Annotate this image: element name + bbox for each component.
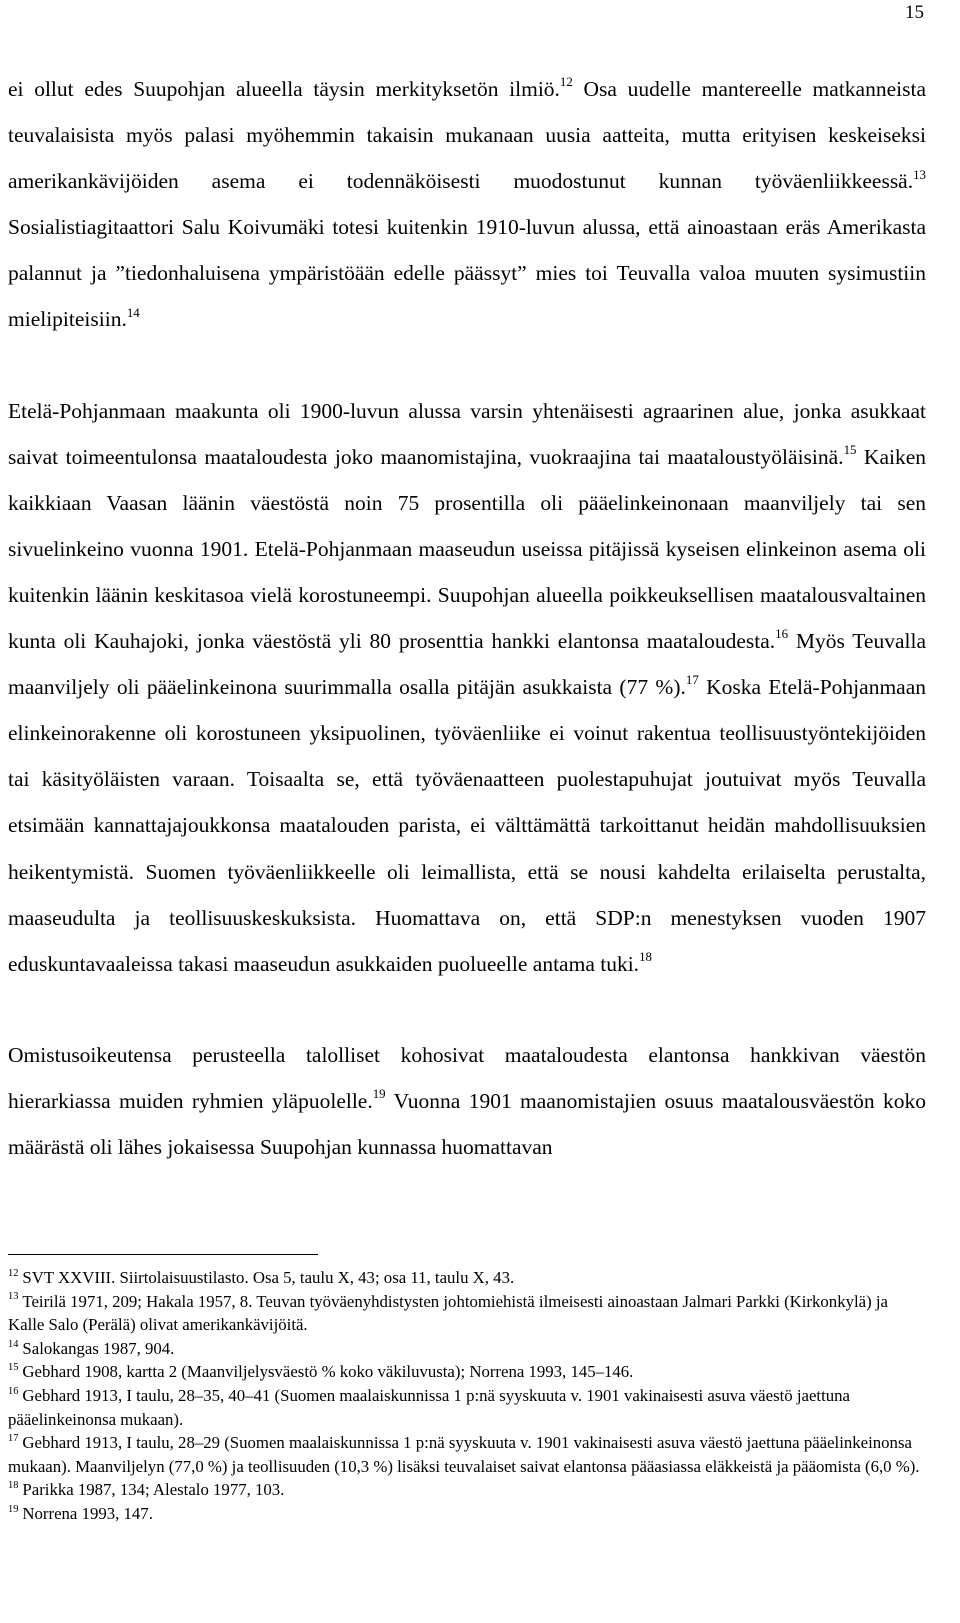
footnote-ref: 17 bbox=[685, 673, 699, 688]
footnote-text: Norrena 1993, 147. bbox=[22, 1503, 153, 1523]
footnote-text: Salokangas 1987, 904. bbox=[22, 1338, 175, 1358]
footnote-separator bbox=[8, 1254, 318, 1255]
footnote bbox=[8, 1290, 926, 1337]
footnote-number: 13 bbox=[8, 1291, 19, 1303]
footnote bbox=[8, 1431, 926, 1478]
paragraph-text: ei ollut edes Suupohjan alueella täysin merkityksetön ilmiö. bbox=[8, 77, 560, 101]
paragraph-text: Etelä-Pohjanmaan maakunta oli 1900-luvun alussa varsin yhtenäisesti agraarinen alue, jonka asukkaat saivat toimeentulonsa maataloudesta joko maanomistajina, vuokraajina tai maataloustyöläisinä. bbox=[8, 398, 926, 469]
footnote-number: 18 bbox=[8, 1480, 19, 1492]
paragraph-text: Omistusoikeutensa perusteella talolliset kohosivat maataloudesta elantonsa hankkivan väestön hierarkiassa muiden ryhmien yläpuolelle. bbox=[8, 1042, 926, 1113]
footnote-ref: 15 bbox=[843, 442, 857, 457]
footnote-ref: 18 bbox=[639, 950, 652, 965]
footnote bbox=[8, 1360, 926, 1384]
footnote bbox=[8, 1266, 926, 1290]
footnote bbox=[8, 1502, 926, 1526]
paragraph-text: Sosialistiagitaattori Salu Koivumäki totesi kuitenkin 1910-luvun alussa, että ainoastaan eräs Amerikasta palannut ja ”tiedonhaluisena ympäristöään edelle päässyt” mies toi Teuvalla valoa muuten sysimustiin mielipiteisiin. bbox=[8, 215, 926, 332]
paragraph-text: Myös Teuvalla maanviljely oli pääelinkeinona suurimmalla osalla pitäjän asukkaista (77 %). bbox=[8, 629, 926, 700]
footnote-text: Gebhard 1908, kartta 2 (Maanviljelysväestö % koko väkiluvusta); Norrena 1993, 145–146. bbox=[22, 1362, 634, 1382]
footnote bbox=[8, 1384, 926, 1431]
footnote-text: SVT XXVIII. Siirtolaisuustilasto. Osa 5, taulu X, 43; osa 11, taulu X, 43. bbox=[22, 1268, 515, 1287]
footnote-ref: 16 bbox=[775, 627, 789, 642]
paragraph-text: Kaiken kaikkiaan Vaasan läänin väestöstä noin 75 prosentilla oli pääelinkeinonaan maanviljely tai sen sivuelinkeino vuonna 1901. Etelä-Pohjanmaan maaseudun useissa pitäjissä kyseisen elinkeinon asema oli kuitenkin läänin keskitasoa vielä korostuneempi. Suupohjan alueella poikkeuksellisen maatalousvaltainen kunta oli Kauhajoki, jonka väestöstä yli 80 prosenttia hankki elantonsa maataloudesta. bbox=[8, 444, 926, 654]
paragraph-text: Osa uudelle mantereelle matkanneista teuvalaisista myös palasi myöhemmin takaisin mukanaan uusia aatteita, mutta erityisen keskeiseksi amerikankävijöiden asema ei todennäköisesti muodostunut kunnan työväenliikkeessä. bbox=[8, 77, 926, 194]
footnote bbox=[8, 1478, 926, 1502]
paragraph-text: Koska Etelä-Pohjanmaan elinkeinorakenne oli korostuneen yksipuolinen, työväenliike ei voinut rakentua teollisuustyöntekijöiden tai käsityöläisten varaan. Toisaalta se, että työväenaatteen puolestapuhujat joutuivat myös Teuvalla etsimään kannattajajoukkonsa maatalouden parista, ei välttämättä tarkoittanut heidän mahdollisuuksien heikentymistä. Suomen työväenliikkeelle oli leimallista, että se nousi kahdelta erilaiselta perustalta, maaseudulta ja teollisuuskeskuksista. Huomattava on, että SDP:n menestyksen vuoden 1907 eduskuntavaaleissa takasi maaseudun asukkaiden puolueelle antama tuki. bbox=[8, 675, 926, 976]
footnote-number: 12 bbox=[8, 1267, 19, 1279]
paragraph bbox=[8, 66, 926, 343]
paragraph-text: Vuonna 1901 maanomistajien osuus maatalousväestön koko määrästä oli lähes jokaisessa Suupohjan kunnassa huomattavan bbox=[8, 1088, 926, 1159]
footnote-text: Gebhard 1913, I taulu, 28–35, 40–41 (Suomen maalaiskunnissa 1 p:nä syyskuuta v. 1901 vakinaisesti asuva väestö jaettuna pääelinkeinonsa mukaan). bbox=[8, 1385, 850, 1429]
footnote-text: Teirilä 1971, 209; Hakala 1957, 8. Teuvan työväenyhdistysten johtomiehistä ilmeisesti ainoastaan Jalmari Parkki (Kirkonkylä) ja Kalle Salo (Perälä) olivat amerikankävijöitä. bbox=[8, 1291, 888, 1335]
footnote-ref: 19 bbox=[372, 1087, 386, 1102]
footnote-number: 17 bbox=[8, 1432, 19, 1444]
footnote-number: 19 bbox=[8, 1503, 19, 1515]
footnote-number: 16 bbox=[8, 1385, 19, 1397]
footnote-number: 14 bbox=[8, 1338, 19, 1350]
footnote bbox=[8, 1337, 926, 1361]
paragraph bbox=[8, 1032, 926, 1170]
footnote-number: 15 bbox=[8, 1362, 19, 1374]
footnotes bbox=[8, 1266, 926, 1526]
footnote-ref: 13 bbox=[913, 167, 926, 182]
page-number: 15 bbox=[905, 2, 924, 23]
body-text bbox=[8, 66, 926, 1170]
footnote-ref: 12 bbox=[559, 75, 573, 90]
footnote-text: Parikka 1987, 134; Alestalo 1977, 103. bbox=[22, 1480, 285, 1500]
footnote-text: Gebhard 1913, I taulu, 28–29 (Suomen maalaiskunnissa 1 p:nä syyskuuta v. 1901 vakinaisesti asuva väestö jaettuna pääelinkeinonsa mukaan). Maanviljelyn (77,0 %) ja teollisuuden (10,3 %) lisäksi teuvalaiset saivat elantonsa pääasiassa eläkkeistä ja pääomista (6,0 %). bbox=[8, 1433, 920, 1476]
paragraph bbox=[8, 388, 926, 987]
footnote-ref: 14 bbox=[126, 305, 140, 320]
